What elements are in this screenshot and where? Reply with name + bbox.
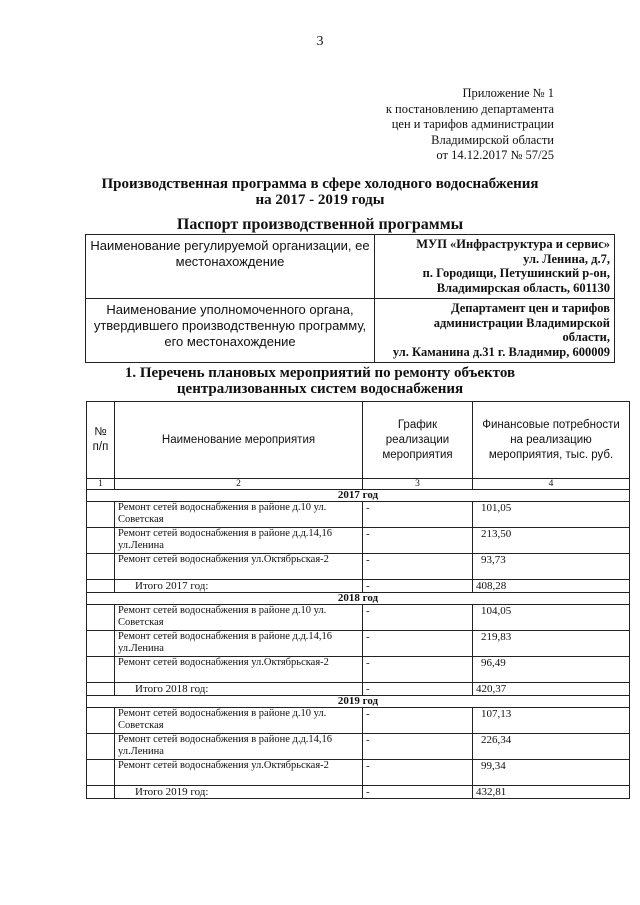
measure-amount: 213,50: [473, 528, 630, 554]
appendix-block: [314, 86, 554, 164]
passport-value-line: МУП «Инфраструктура и сервис»: [416, 237, 610, 251]
measure-name: Ремонт сетей водоснабжения в районе д.10 ул. Советская: [115, 605, 363, 631]
table-row: [87, 734, 630, 760]
measure-name: Ремонт сетей водоснабжения в районе д.д.14,16 ул.Ленина: [115, 631, 363, 657]
column-number: 3: [363, 479, 473, 490]
header-schedule: График реализации мероприятия: [363, 402, 473, 479]
table-row: [87, 605, 630, 631]
measure-schedule: -: [363, 708, 473, 734]
column-number: 1: [87, 479, 115, 490]
measure-name: Ремонт сетей водоснабжения в районе д.10 ул. Советская: [115, 708, 363, 734]
total-row: [87, 786, 630, 799]
year-row: [87, 490, 630, 502]
row-number: [87, 554, 115, 580]
passport-row: [86, 299, 615, 363]
header-finance: Финансовые потребности на реализацию мероприятия, тыс. руб.: [473, 402, 630, 479]
measure-amount: 219,83: [473, 631, 630, 657]
total-label: Итого 2017 год:: [115, 580, 363, 593]
total-amount: 420,37: [473, 683, 630, 696]
passport-value: [375, 299, 615, 363]
table-row: [87, 708, 630, 734]
appendix-line: Владимирской области: [431, 132, 554, 147]
measure-name: Ремонт сетей водоснабжения ул.Октябрьская-2: [115, 657, 363, 683]
row-number: [87, 631, 115, 657]
appendix-line: от 14.12.2017 № 57/25: [436, 148, 554, 162]
row-number: [87, 734, 115, 760]
passport-value-line: ул. Каманина д.31 г. Владимир, 600009: [392, 344, 610, 359]
row-number: [87, 657, 115, 683]
measure-name: Ремонт сетей водоснабжения в районе д.д.14,16 ул.Ленина: [115, 734, 363, 760]
passport-value-line: Владимирская область, 601130: [436, 280, 610, 295]
total-amount: 432,81: [473, 786, 630, 799]
measure-amount: 226,34: [473, 734, 630, 760]
row-number: [87, 605, 115, 631]
measure-schedule: -: [363, 760, 473, 786]
program-title-line: на 2017 - 2019 годы: [255, 192, 385, 208]
program-title: [0, 176, 640, 208]
year-row: [87, 593, 630, 605]
total-amount: 408,28: [473, 580, 630, 593]
section-title: [0, 365, 640, 397]
total-spacer: [87, 786, 115, 799]
appendix-line: Приложение № 1: [462, 86, 554, 100]
total-spacer: [87, 580, 115, 593]
measure-amount: 99,34: [473, 760, 630, 786]
passport-title: Паспорт производственной программы: [176, 216, 464, 233]
total-schedule: -: [363, 786, 473, 799]
year-row: [87, 696, 630, 708]
measure-schedule: -: [363, 734, 473, 760]
measure-schedule: -: [363, 554, 473, 580]
total-label: Итого 2019 год:: [115, 786, 363, 799]
passport-value-line: п. Городищи, Петушинский р-он,: [422, 266, 610, 280]
section-title-line: централизованных систем водоснабжения: [176, 381, 464, 397]
measure-amount: 107,13: [473, 708, 630, 734]
section-title-line: 1. Перечень плановых мероприятий по ремонту объектов: [124, 365, 516, 381]
measure-name: Ремонт сетей водоснабжения в районе д.10 ул. Советская: [115, 502, 363, 528]
column-number: 2: [115, 479, 363, 490]
measure-amount: 104,05: [473, 605, 630, 631]
measures-table: [86, 401, 630, 799]
table-row: [87, 631, 630, 657]
measure-name: Ремонт сетей водоснабжения ул.Октябрьская-2: [115, 760, 363, 786]
row-number: [87, 502, 115, 528]
table-row: [87, 657, 630, 683]
total-spacer: [87, 683, 115, 696]
measure-amount: 96,49: [473, 657, 630, 683]
column-number: 4: [473, 479, 630, 490]
table-header-row: [87, 402, 630, 479]
column-numbers-row: [87, 479, 630, 490]
measure-schedule: -: [363, 631, 473, 657]
total-label: Итого 2018 год:: [115, 683, 363, 696]
passport-value: [375, 235, 615, 299]
measure-schedule: -: [363, 605, 473, 631]
measure-schedule: -: [363, 502, 473, 528]
total-schedule: -: [363, 580, 473, 593]
table-row: [87, 760, 630, 786]
passport-row: [86, 235, 615, 299]
page-number: 3: [316, 34, 324, 49]
measure-amount: 101,05: [473, 502, 630, 528]
measure-schedule: -: [363, 657, 473, 683]
row-number: [87, 708, 115, 734]
measure-name: Ремонт сетей водоснабжения ул.Октябрьская-2: [115, 554, 363, 580]
appendix-line: цен и тарифов администрации: [391, 117, 554, 131]
row-number: [87, 528, 115, 554]
measure-amount: 93,73: [473, 554, 630, 580]
row-number: [87, 760, 115, 786]
passport-label: Наименование уполномоченного органа, утвердившего производственную программу, его местонахождение: [86, 299, 375, 363]
total-row: [87, 580, 630, 593]
total-schedule: -: [363, 683, 473, 696]
appendix-line: к постановлению департамента: [385, 101, 554, 116]
passport-value-line: ул. Ленина, д.7,: [523, 251, 610, 266]
measure-schedule: -: [363, 528, 473, 554]
table-row: [87, 528, 630, 554]
header-name: Наименование мероприятия: [115, 402, 363, 479]
year-label: 2017 год: [87, 490, 630, 502]
passport-value-line: Департамент цен и тарифов: [450, 301, 610, 315]
total-row: [87, 683, 630, 696]
header-num: № п/п: [87, 402, 115, 479]
measure-name: Ремонт сетей водоснабжения в районе д.д.14,16 ул.Ленина: [115, 528, 363, 554]
year-label: 2019 год: [87, 696, 630, 708]
table-row: [87, 554, 630, 580]
program-title-line: Производственная программа в сфере холодного водоснабжения: [101, 176, 539, 192]
passport-value-line: администрации Владимирской: [433, 315, 610, 330]
year-label: 2018 год: [87, 593, 630, 605]
passport-table: [85, 234, 615, 363]
table-row: [87, 502, 630, 528]
passport-value-line: области,: [562, 330, 610, 344]
passport-label: Наименование регулируемой организации, ее местонахождение: [86, 235, 375, 299]
